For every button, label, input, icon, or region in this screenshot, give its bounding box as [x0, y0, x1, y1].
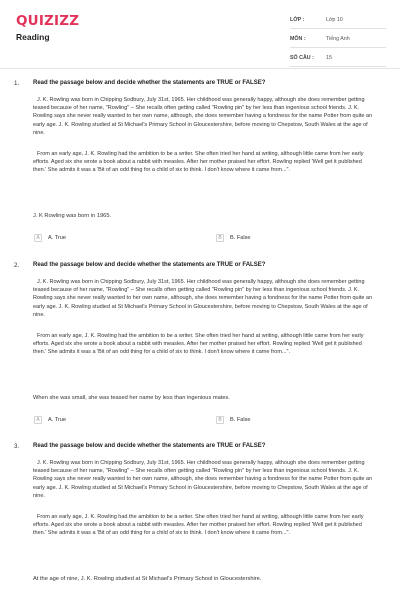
question-statement: At the age of nine, J. K. Rowling studied at St Michael's Primary School in Gloucestershire. [33, 576, 262, 582]
meta-count-value: 15 [326, 55, 332, 61]
option-a-label: A. True [48, 235, 67, 241]
option-b[interactable] [216, 234, 251, 242]
question-number: 2. [14, 262, 20, 269]
meta-count-label: SỐ CÂU : [290, 55, 314, 61]
passage-paragraph-2: From an early age, J. K. Rowling had the ambition to be a writer. She often tried her hand at writing, although little came from her early efforts. Aged six she wrote a book about a rabbit with measles. After her mother praised her effort. Rowling replied 'Well get it published then.' She admits it was a 'Bit of an odd thing for a child of six to think. I don't know where it came from...". [33, 333, 364, 356]
passage-paragraph-1: J. K. Rowling was born in Chipping Sodbury, July 31st, 1965. Her childhood was generally happy, although she does remember getting teased because of her name, "Rowling" – She recalls often getting called "Rowling pin" by her less than ingenious school friends. J. K. Rowling says she never really wanted to her own name, although, she does remember having a fondness for the name Potter from quite an early age. J. K. Rowling studied at St Michael's Primary School in Gloucestershire, before moving to Chepstow, South Wales at the age of nine. [33, 279, 373, 318]
passage-paragraph-2: From an early age, J. K. Rowling had the ambition to be a writer. She often tried her hand at writing, although little came from her early efforts. Aged six she wrote a book about a rabbit with measles. After her mother praised her effort. Rowling replied 'Well get it published then.' She admits it was a 'Bit of an odd thing for a child of six to think. I don't know where it came from...". [33, 151, 364, 174]
meta-class-value: Lớp 10 [326, 17, 343, 23]
option-b-box: B [216, 416, 224, 424]
passage-paragraph-1: J. K. Rowling was born in Chipping Sodbury, July 31st, 1965. Her childhood was generally happy, although she does remember getting teased because of her name, "Rowling" – She recalls often getting called "Rowling pin" by her less than ingenious school friends. J. K. Rowling says she never really wanted to her own name, although, she does remember having a fondness for the name Potter from quite an early age. J. K. Rowling studied at St Michael's Primary School in Gloucestershire, before moving to Chepstow, South Wales at the age of nine. [33, 460, 373, 499]
meta-subject-label: MÔN : [290, 36, 306, 42]
meta-count-row [290, 50, 386, 67]
question-statement: When she was small, she was teased her name by less than ingenious mates. [33, 395, 230, 401]
meta-class-label: LỚP : [290, 17, 305, 23]
question-prompt: Read the passage below and decide whether the statements are TRUE or FALSE? [33, 262, 266, 268]
question-statement: J. K Rowling was born in 1965. [33, 213, 112, 219]
question-prompt: Read the passage below and decide whether the statements are TRUE or FALSE? [33, 80, 266, 86]
worksheet-meta [290, 12, 386, 69]
option-b-label: B. False [230, 235, 251, 241]
meta-class-row [290, 12, 386, 29]
question-prompt: Read the passage below and decide whether the statements are TRUE or FALSE? [33, 443, 266, 449]
worksheet-header [0, 0, 400, 62]
quizizz-logo: QUIZIZZ [16, 13, 80, 29]
option-b[interactable] [216, 416, 251, 424]
passage-paragraph-2: From an early age, J. K. Rowling had the ambition to be a writer. She often tried her hand at writing, although little came from her early efforts. Aged six she wrote a book about a rabbit with measles. After her mother praised her effort. Rowling replied 'Well get it published then.' She admits it was a 'Bit of an odd thing for a child of six to think. I don't know where it came from...". [33, 514, 364, 537]
meta-subject-value: Tiếng Anh [326, 36, 350, 42]
option-b-box: B [216, 234, 224, 242]
option-b-label: B. False [230, 417, 251, 423]
option-a-box: A [34, 234, 42, 242]
option-a-box: A [34, 416, 42, 424]
question-number: 3. [14, 443, 20, 450]
option-a[interactable] [34, 234, 66, 242]
question-number: 1. [14, 80, 20, 87]
header-divider [0, 68, 400, 69]
meta-subject-row [290, 31, 386, 48]
option-a-label: A. True [48, 417, 67, 423]
passage-paragraph-1: J. K. Rowling was born in Chipping Sodbury, July 31st, 1965. Her childhood was generally happy, although she does remember getting teased because of her name, "Rowling" – She recalls often getting called "Rowling pin" by her less than ingenious school friends. J. K. Rowling says she never really wanted to her own name, although, she does remember having a fondness for the name Potter from quite an early age. J. K. Rowling studied at St Michael's Primary School in Gloucestershire, before moving to Chepstow, South Wales at the age of nine. [33, 97, 373, 136]
option-a[interactable] [34, 416, 66, 424]
worksheet-subject: Reading [16, 32, 50, 42]
